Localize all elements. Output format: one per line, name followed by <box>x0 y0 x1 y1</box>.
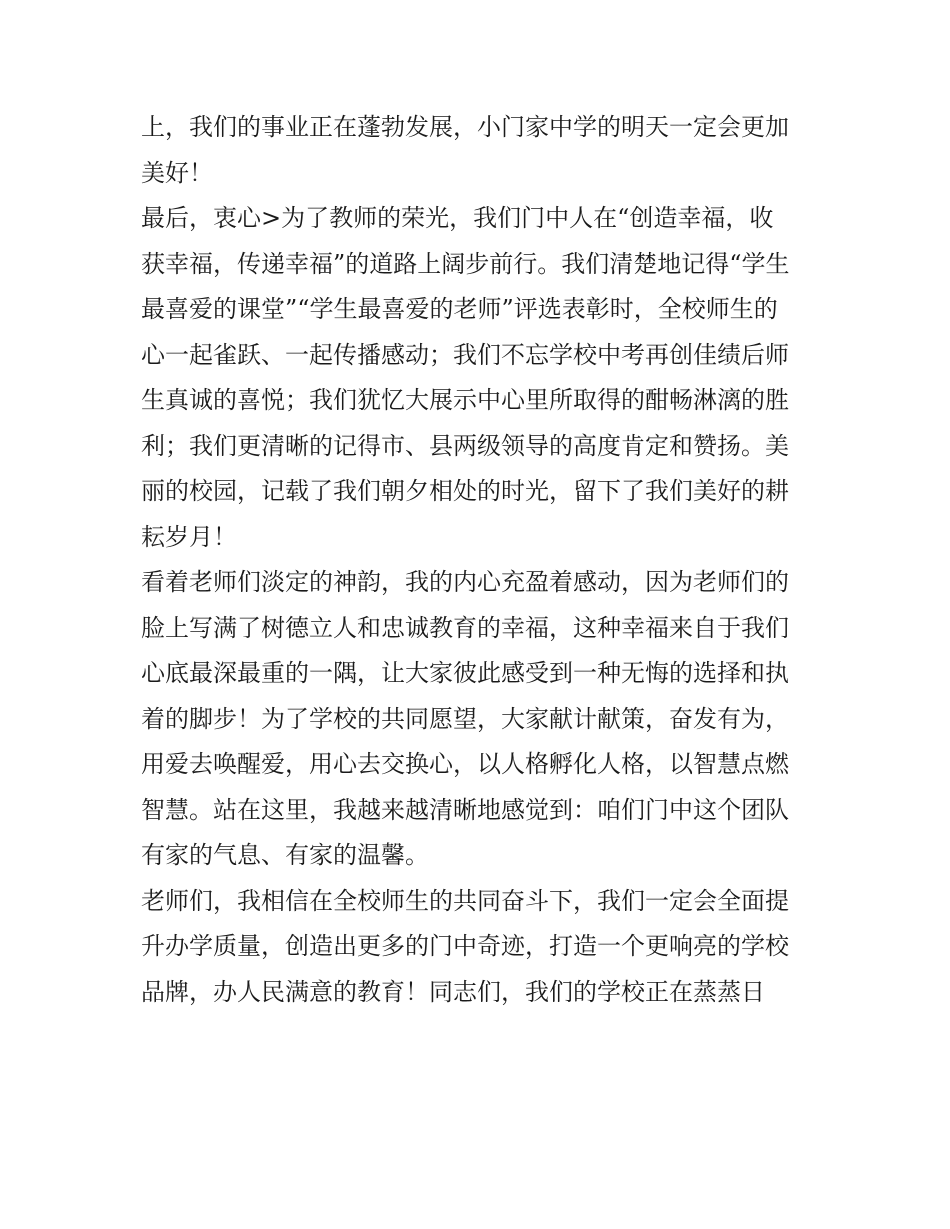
text-line: 获幸福，传递幸福”的道路上阔步前行。我们清楚地记得“学生 <box>141 249 790 278</box>
text-line: 最喜爱的课堂”“学生最喜爱的老师”评选表彰时，全校师生的 <box>141 295 778 323</box>
text-line: 美好！ <box>141 158 213 187</box>
text-line: 最后，衷心>为了教师的荣光，我们门中人在“创造幸福，收 <box>141 204 774 232</box>
text-line: 心一起雀跃、一起传播感动；我们不忘学校中考再创佳绩后师 <box>141 340 789 369</box>
text-line: 着的脚步！为了学校的共同愿望，大家献计献策，奋发有为， <box>141 704 789 733</box>
text-line: 智慧。站在这里，我越来越清晰地感觉到：咱们门中这个团队 <box>141 795 789 824</box>
body-text <box>141 105 821 1015</box>
text-line: 耘岁月！ <box>141 522 237 551</box>
text-line: 上，我们的事业正在蓬勃发展，小门家中学的明天一定会更加 <box>141 113 789 141</box>
text-line: 丽的校园，记载了我们朝夕相处的时光，留下了我们美好的耕 <box>141 477 789 505</box>
text-line: 脸上写满了树德立人和忠诚教育的幸福，这种幸福来自于我们 <box>141 613 789 642</box>
text-line: 心底最深最重的一隅，让大家彼此感受到一种无悔的选择和执 <box>141 659 789 687</box>
text-line: 用爱去唤醒爱，用心去交换心，以人格孵化人格，以智慧点燃 <box>141 750 789 778</box>
text-line: 生真诚的喜悦；我们犹忆大展示中心里所取得的酣畅淋漓的胜 <box>141 386 789 414</box>
text-line: 老师们，我相信在全校师生的共同奋斗下，我们一定会全面提 <box>141 886 789 915</box>
text-line: 有家的气息、有家的温馨。 <box>141 841 429 869</box>
text-line: 品牌，办人民满意的教育！同志们，我们的学校正在蒸蒸日 <box>141 977 765 1006</box>
text-line: 升办学质量，创造出更多的门中奇迹，打造一个更响亮的学校 <box>141 932 789 960</box>
text-line: 看着老师们淡定的神韵，我的内心充盈着感动，因为老师们的 <box>141 568 789 596</box>
text-line: 利；我们更清晰的记得市、县两级领导的高度肯定和赞扬。美 <box>141 431 789 460</box>
